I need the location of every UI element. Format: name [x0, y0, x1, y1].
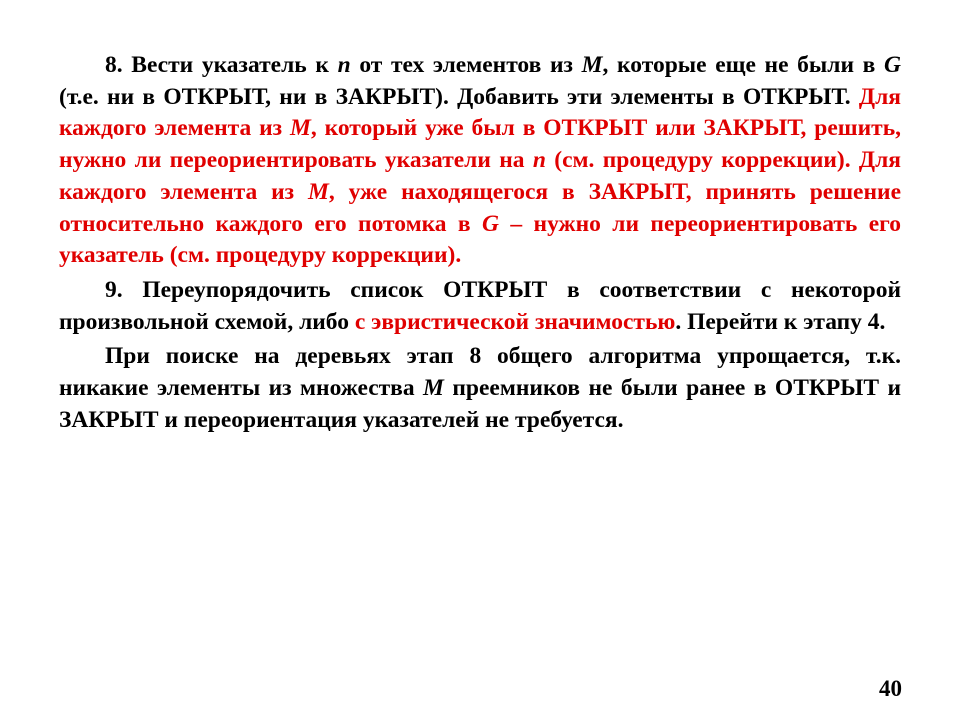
paragraph-step-8 — [59, 50, 901, 272]
slide-body — [59, 50, 901, 436]
text-run: n — [337, 52, 351, 78]
paragraph-tree-search-note — [59, 341, 901, 436]
text-run: – нужно ли переориентировать его указатель (см. процедуру коррекции). — [59, 210, 901, 269]
text-run: . Перейти к этапу 4. — [675, 308, 886, 335]
text-run: M — [581, 52, 603, 78]
text-run: (см. процедуру коррекции). Для каждого элемента из — [59, 147, 901, 205]
text-run: с эвристической значимостью — [354, 308, 676, 335]
text-run: n — [532, 147, 546, 174]
text-run: При поиске на деревьях этап 8 общего алгоритма упрощается, т.к. никакие элементы из множества — [59, 343, 901, 402]
text-run: Для каждого элемента из — [59, 83, 901, 142]
text-run: G — [482, 210, 499, 237]
text-run: M — [289, 115, 311, 142]
text-run: M — [307, 178, 329, 205]
text-run: преемников не были ранее в ОТКРЫТ и ЗАКРЫТ и переориентация указателей не требуется. — [59, 375, 901, 433]
paragraph-step-9 — [59, 275, 901, 338]
page-number: 40 — [879, 676, 902, 701]
text-run: , которые еще не были в — [602, 52, 885, 78]
text-run: , уже находящегося в ЗАКРЫТ, принять решение относительно каждого его потомка в — [59, 178, 902, 237]
text-run: (т.е. ни в ОТКРЫТ, ни в ЗАКРЫТ). Добавить эти элементы в ОТКРЫТ. — [59, 83, 859, 110]
text-run: от тех элементов из — [350, 52, 582, 78]
text-run: , который уже был в ОТКРЫТ или ЗАКРЫТ, решить, нужно ли переориентировать указатели на — [59, 115, 901, 174]
text-run: G — [884, 52, 902, 78]
text-run: M — [423, 375, 444, 402]
text-run: 9. Переупорядочить список ОТКРЫТ в соответствии с некоторой произвольной схемой, либо — [59, 276, 901, 335]
text-run: 8. Вести указатель к — [105, 52, 338, 78]
